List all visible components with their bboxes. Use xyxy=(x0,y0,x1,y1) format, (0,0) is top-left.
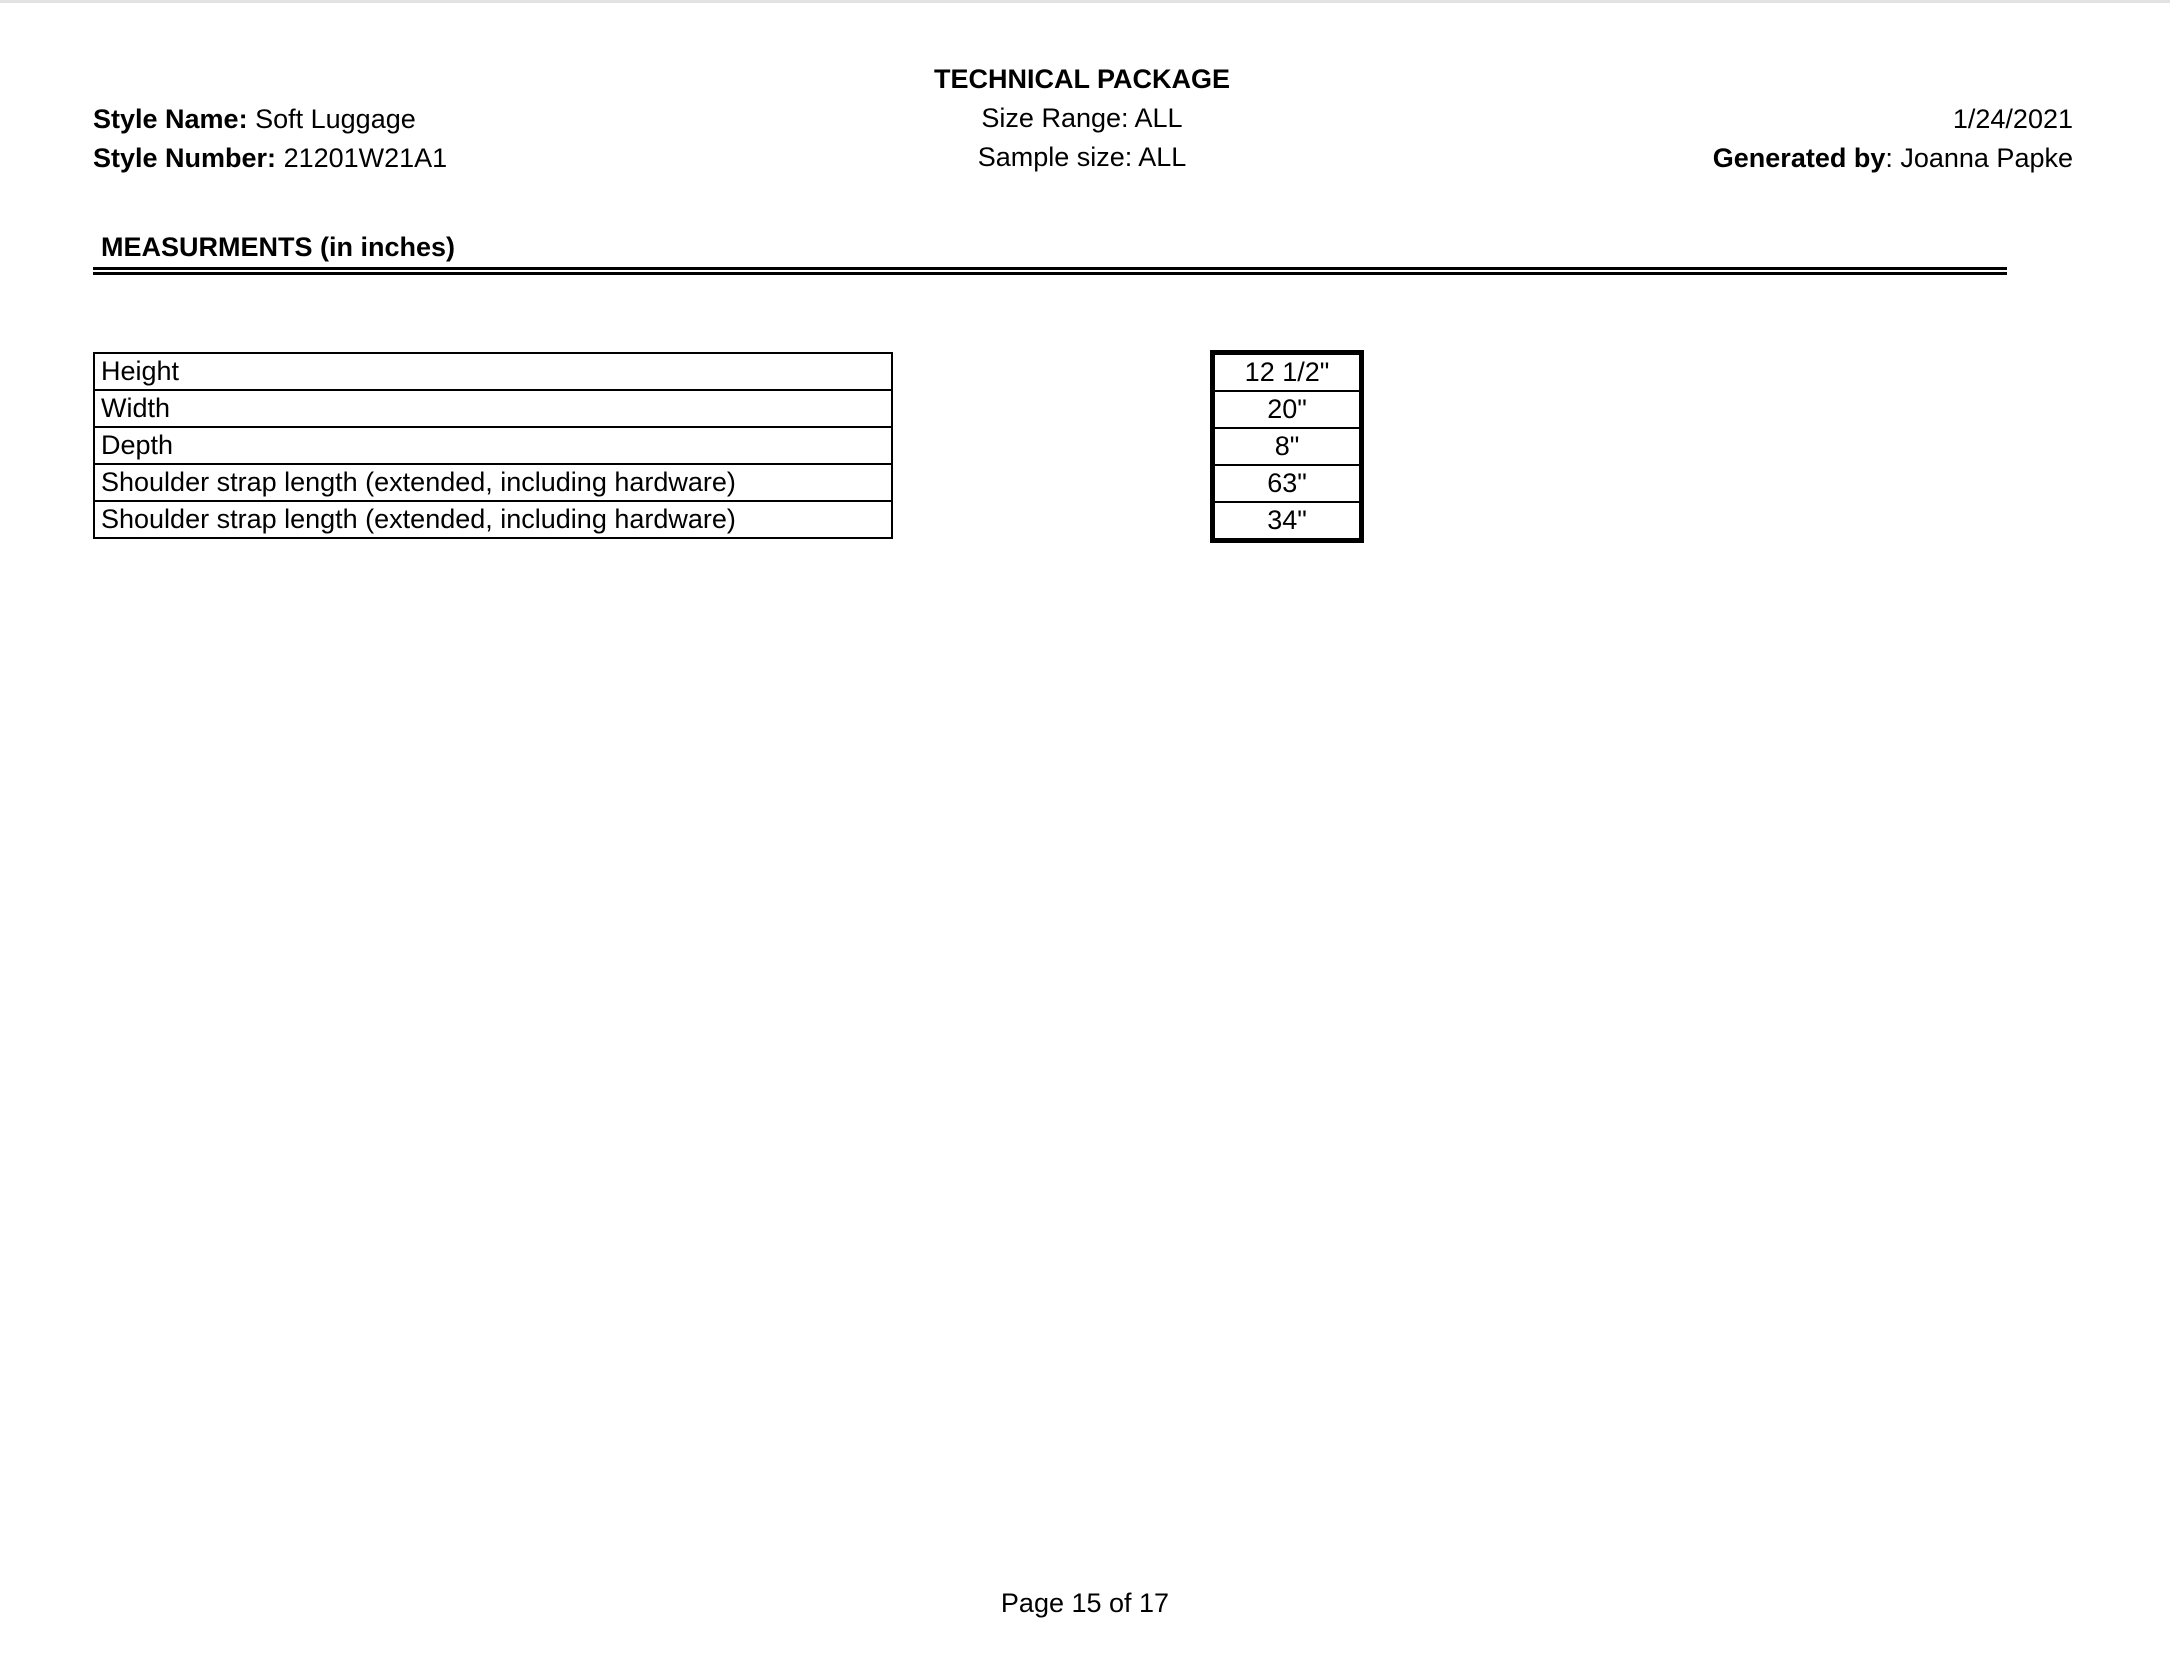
table-row xyxy=(1213,502,1362,541)
generation-info xyxy=(1713,100,2073,178)
measurement-label: Shoulder strap length (extended, including hardware) xyxy=(94,501,892,538)
size-range: Size Range: ALL xyxy=(981,103,1183,133)
generated-by-row xyxy=(1713,139,2073,178)
document-header xyxy=(882,60,1282,177)
table-row xyxy=(1213,465,1362,502)
table-row xyxy=(94,353,892,390)
measurement-value: 8" xyxy=(1213,428,1362,465)
table-row xyxy=(1213,391,1362,428)
sample-size: Sample size: ALL xyxy=(977,142,1187,172)
section-double-rule xyxy=(93,267,2007,275)
table-row xyxy=(1213,353,1362,392)
document-date: 1/24/2021 xyxy=(1952,104,2073,134)
table-row xyxy=(94,464,892,501)
table-row xyxy=(94,501,892,538)
table-row xyxy=(94,390,892,427)
style-number-label: Style Number: xyxy=(93,143,277,173)
measurement-label: Depth xyxy=(94,427,892,464)
measurement-label: Height xyxy=(94,353,892,390)
style-name-label: Style Name: xyxy=(93,104,248,134)
page-top-border xyxy=(0,0,2170,3)
style-name-row xyxy=(93,100,447,139)
table-row xyxy=(1213,428,1362,465)
measurement-values-table xyxy=(1210,350,1364,543)
measurement-value: 20" xyxy=(1213,391,1362,428)
measurement-value: 63" xyxy=(1213,465,1362,502)
style-name-value: Soft Luggage xyxy=(255,104,416,134)
generated-by-label: Generated by xyxy=(1712,143,1886,173)
measurement-label: Shoulder strap length (extended, including hardware) xyxy=(94,464,892,501)
measurement-value: 34" xyxy=(1213,502,1362,541)
measurements-section-title: MEASURMENTS (in inches) xyxy=(101,232,456,262)
measurement-labels-table xyxy=(93,352,893,539)
measurement-label: Width xyxy=(94,390,892,427)
generated-by-value: : Joanna Papke xyxy=(1885,143,2073,173)
measurement-value: 12 1/2" xyxy=(1213,353,1362,392)
style-number-value: 21201W21A1 xyxy=(283,143,448,173)
table-row xyxy=(94,427,892,464)
document-title: TECHNICAL PACKAGE xyxy=(933,64,1230,94)
style-info xyxy=(93,100,447,178)
page-number: Page 15 of 17 xyxy=(1000,1588,1170,1618)
style-number-row xyxy=(93,139,447,178)
